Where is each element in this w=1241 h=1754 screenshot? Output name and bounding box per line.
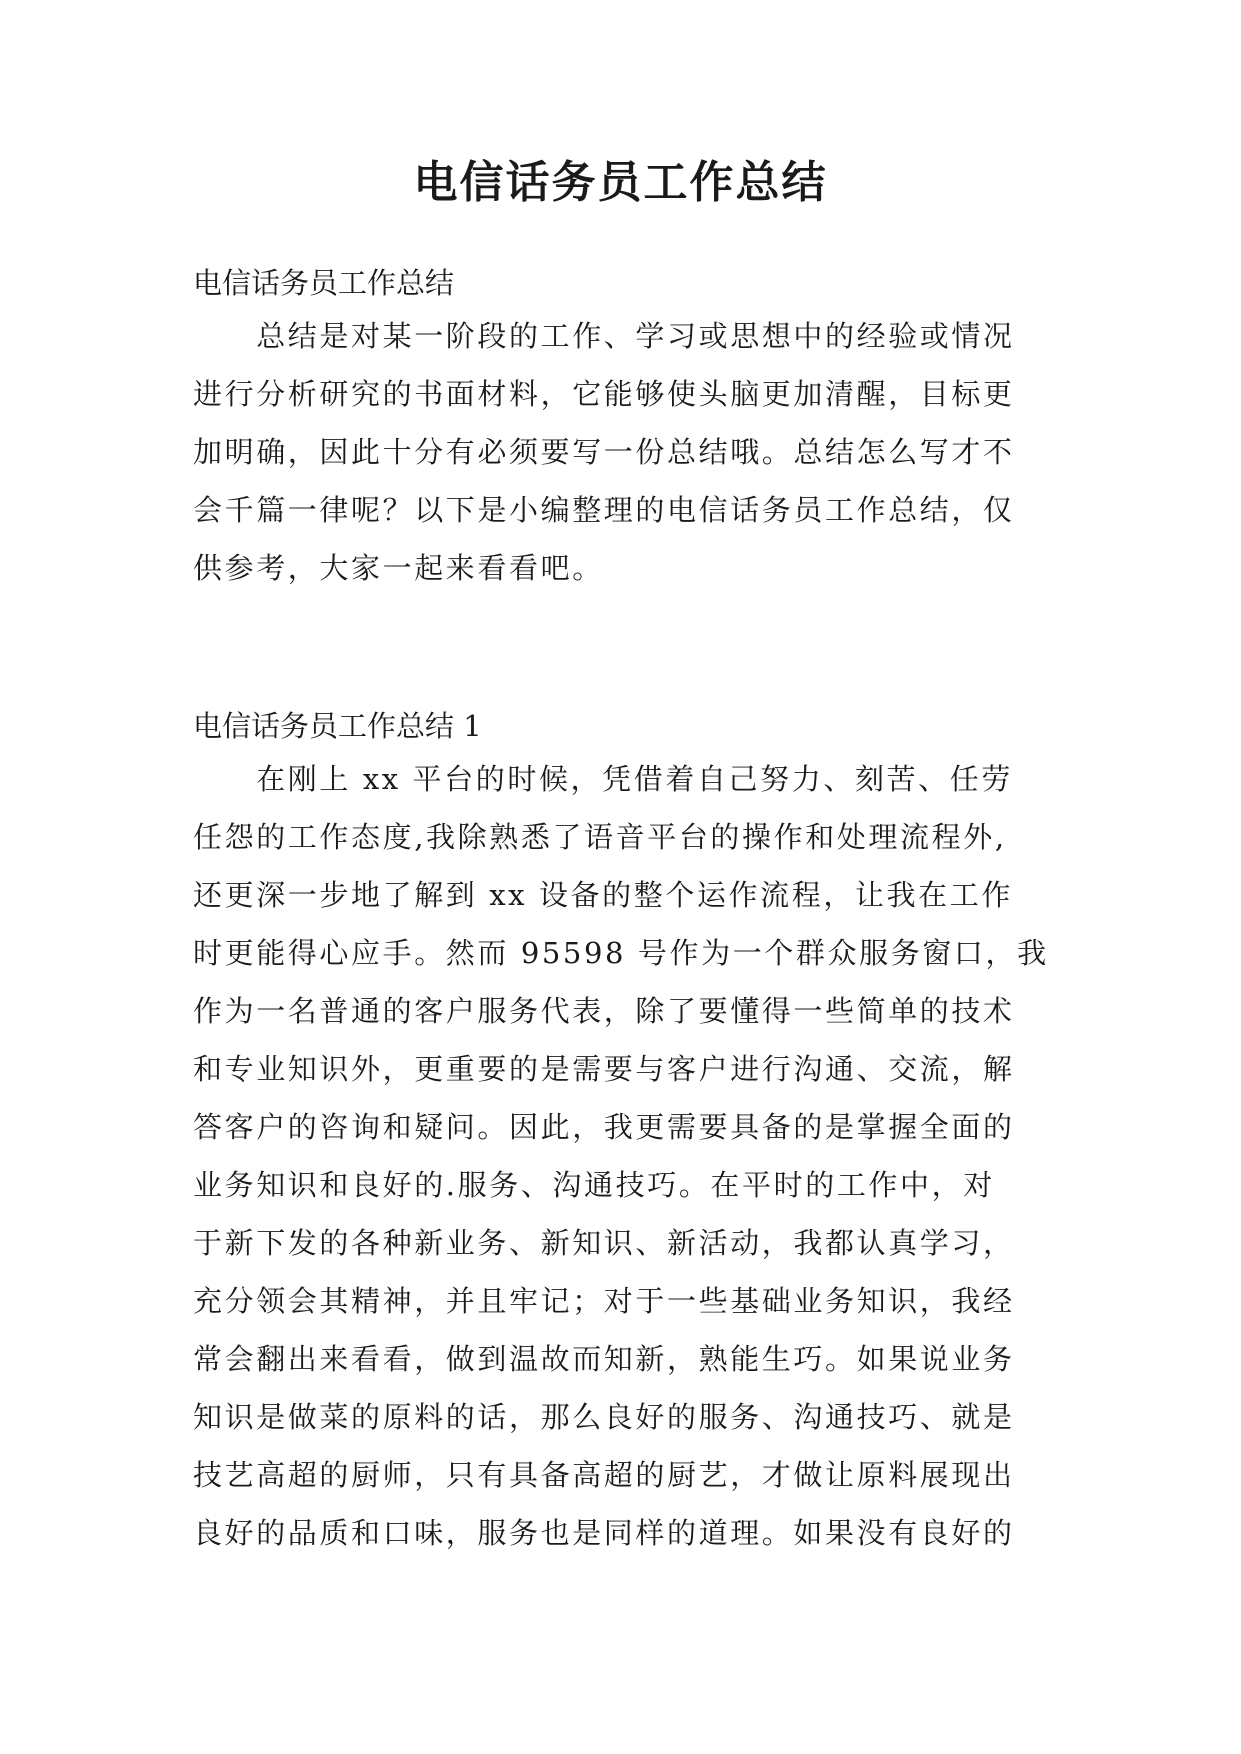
paragraph-line: 任怨的工作态度,我除熟悉了语音平台的操作和处理流程外, [193,820,1007,854]
paragraph-line: 答客户的咨询和疑问。因此，我更需要具备的是掌握全面的 [193,1110,1015,1144]
paragraph-line: 进行分析研究的书面材料，它能够使头脑更加清醒，目标更 [193,377,1015,411]
paragraph-line: 在刚上 xx 平台的时候，凭借着自己努力、刻苦、任劳 [193,762,1013,796]
paragraph-line: 作为一名普通的客户服务代表，除了要懂得一些简单的技术 [193,994,1015,1028]
paragraph-line: 供参考，大家一起来看看吧。 [193,551,604,585]
paragraph-line: 会千篇一律呢？以下是小编整理的电信话务员工作总结，仅 [193,493,1015,527]
intro-heading: 电信话务员工作总结 [193,266,455,300]
paragraph-line: 总结是对某一阶段的工作、学习或思想中的经验或情况 [193,319,1015,353]
paragraph-line: 技艺高超的厨师，只有具备高超的厨艺，才做让原料展现出 [193,1458,1015,1492]
paragraph-line: 还更深一步地了解到 xx 设备的整个运作流程，让我在工作 [193,878,1013,912]
paragraph-line: 常会翻出来看看，做到温故而知新，熟能生巧。如果说业务 [193,1342,1015,1376]
paragraph-line: 业务知识和良好的.服务、沟通技巧。在平时的工作中，对 [193,1168,995,1202]
section1-heading: 电信话务员工作总结 1 [193,709,482,743]
paragraph-line: 于新下发的各种新业务、新知识、新活动，我都认真学习， [193,1226,1015,1260]
paragraph-line: 充分领会其精神，并且牢记；对于一些基础业务知识，我经 [193,1284,1015,1318]
document-title: 电信话务员工作总结 [413,157,828,208]
section1-paragraph [193,750,1053,1562]
intro-paragraph [193,307,1053,597]
paragraph-line: 良好的品质和口味，服务也是同样的道理。如果没有良好的 [193,1516,1015,1550]
paragraph-line: 知识是做菜的原料的话，那么良好的服务、沟通技巧、就是 [193,1400,1015,1434]
paragraph-line: 和专业知识外，更重要的是需要与客户进行沟通、交流，解 [193,1052,1015,1086]
paragraph-line: 加明确，因此十分有必须要写一份总结哦。总结怎么写才不 [193,435,1015,469]
paragraph-line: 时更能得心应手。然而 95598 号作为一个群众服务窗口，我 [193,936,1049,970]
